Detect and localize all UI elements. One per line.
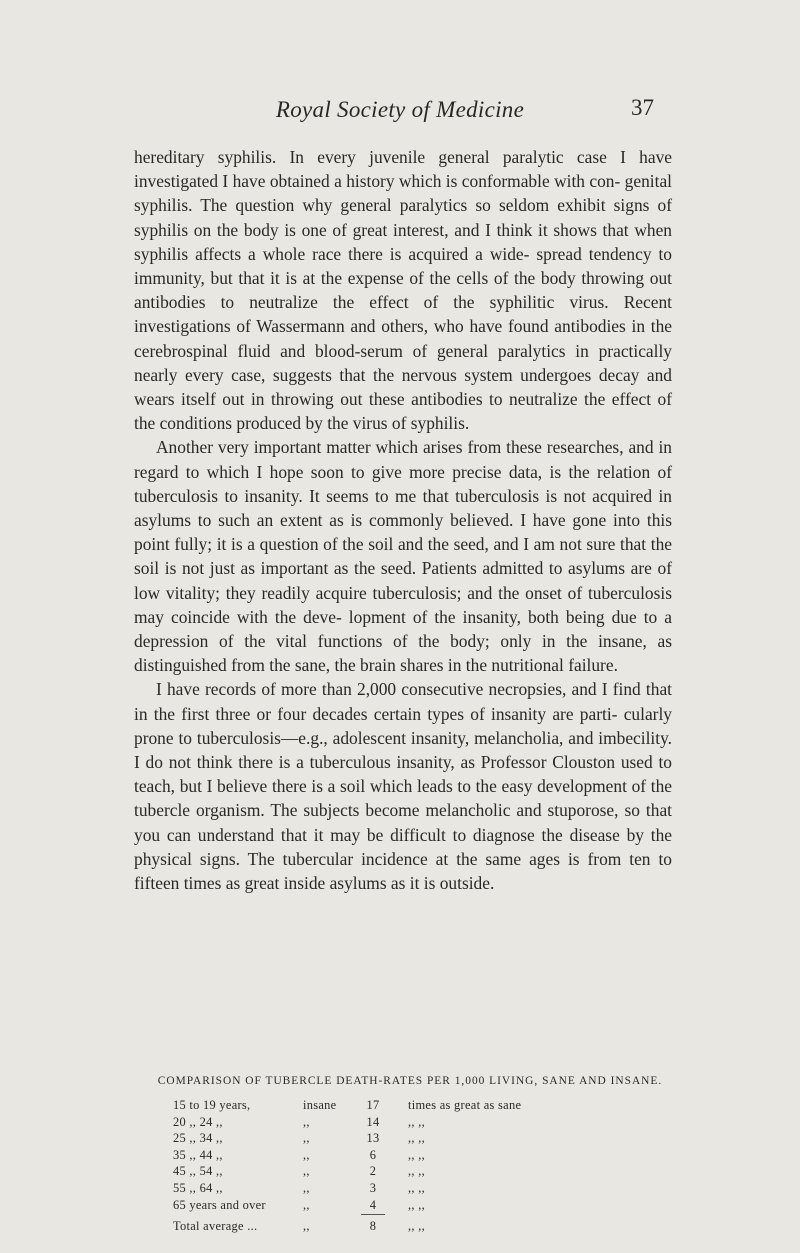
comparison-text: times as great as sane xyxy=(408,1098,522,1112)
total-value: 8 xyxy=(369,1219,377,1234)
paragraph-hereditary-syphilis: hereditary syphilis. In every juvenile general paralytic case I have investigated I have obtained a history which is conformable with con- genital syphilis. The question why general paralytics so seldom exhibit signs of syphilis on the body is one of great interest, and I think it shows that when syphilis affects a whole race there is acquired a wide- spread tendency to immunity, but that it is at the expense of the cells of the body throwing out antibodies to neutralize the effect of the syphilitic virus. Recent investigations of Wassermann and others, who have found antibodies in the cerebrospinal fluid and blood-serum of general paralytics in practically nearly every case, suggests that the nervous system undergoes decay and wears itself out in throwing out these antibodies to neutralize the effect of the conditions produced by the virus of syphilis. xyxy=(134,147,672,434)
comparison-text: ,, ,, xyxy=(408,1147,425,1162)
table-caption: COMPARISON OF TUBERCLE DEATH-RATES PER 1,000 LIVING, SANE AND INSANE. xyxy=(157,1075,663,1087)
rate-value: 2 xyxy=(369,1164,377,1179)
age-range: 55 ,, 64 ,, xyxy=(173,1180,223,1195)
comparison-text: ,, ,, xyxy=(408,1197,425,1212)
rate-value: 14 xyxy=(366,1114,380,1129)
age-range: 25 ,, 34 ,, xyxy=(173,1131,223,1146)
age-range: 65 years and over xyxy=(173,1197,266,1212)
comparison-text: ,, ,, xyxy=(408,1131,425,1146)
group-label: ,, xyxy=(303,1114,310,1129)
rate-value: 4 xyxy=(369,1197,377,1212)
paragraph-necropsy-records: I have records of more than 2,000 consecutive necropsies, and I find that in the first three or four decades certain types of insanity are parti- cularly prone to tuberculosis—e.g., adolescent insanity, melancholia, and imbecility. I do not think there is a tuberculous insanity, as Professor Clouston used to teach, but I believe there is a soil which leads to the easy development of the tubercle organism. The subjects become melancholic and stuporose, so that you can understand that it may be difficult to diagnose the disease by the physical signs. The tubercular incidence at the same ages is from ten to fifteen times as great inside asylums as it is outside. xyxy=(134,679,672,894)
total-label: Total average ... xyxy=(173,1219,258,1234)
age-range: 45 ,, 54 ,, xyxy=(173,1164,223,1179)
page-number: 37 xyxy=(631,95,654,120)
paragraph-tuberculosis-insanity: Another very important matter which arises from these researches, and in regard to which I hope soon to give more precise data, is the relation of tuberculosis to insanity. It seems to me that tuberculosis is not acquired in asylums to such an extent as is commonly believed. I have gone into this point fully; it is a question of the soil and the seed, and I am not sure that the soil is not just as important as the seed. Patients admitted to asylums are of low vitality; they readily acquire tuberculosis; and the onset of tuberculosis may coincide with the deve- lopment of the insanity, both being due to a depression of the vital functions of the body; only in the insane, as distinguished from the sane, the brain shares in the nutritional failure. xyxy=(134,437,672,676)
group-label: insane xyxy=(303,1098,337,1112)
rate-value: 6 xyxy=(369,1147,377,1162)
comparison-text: ,, ,, xyxy=(408,1114,425,1129)
age-range: 20 ,, 24 ,, xyxy=(173,1114,223,1129)
group-label: ,, xyxy=(303,1147,310,1162)
group-label: ,, xyxy=(303,1131,310,1146)
group-label: ,, xyxy=(303,1180,310,1195)
comparison-text: ,, ,, xyxy=(408,1219,425,1234)
running-head xyxy=(0,97,800,125)
total-rule xyxy=(361,1214,385,1215)
rate-value: 13 xyxy=(366,1131,380,1146)
body-text xyxy=(134,145,672,895)
comparison-text: ,, ,, xyxy=(408,1180,425,1195)
group-label: ,, xyxy=(303,1197,310,1212)
age-range: 35 ,, 44 ,, xyxy=(173,1147,223,1162)
group-label: ,, xyxy=(303,1164,310,1179)
group-label: ,, xyxy=(303,1219,310,1234)
rate-value: 17 xyxy=(366,1098,380,1112)
comparison-text: ,, ,, xyxy=(408,1164,425,1179)
age-range: 15 to 19 years, xyxy=(173,1098,251,1112)
rate-value: 3 xyxy=(369,1180,377,1195)
running-title: Royal Society of Medicine xyxy=(275,97,525,122)
